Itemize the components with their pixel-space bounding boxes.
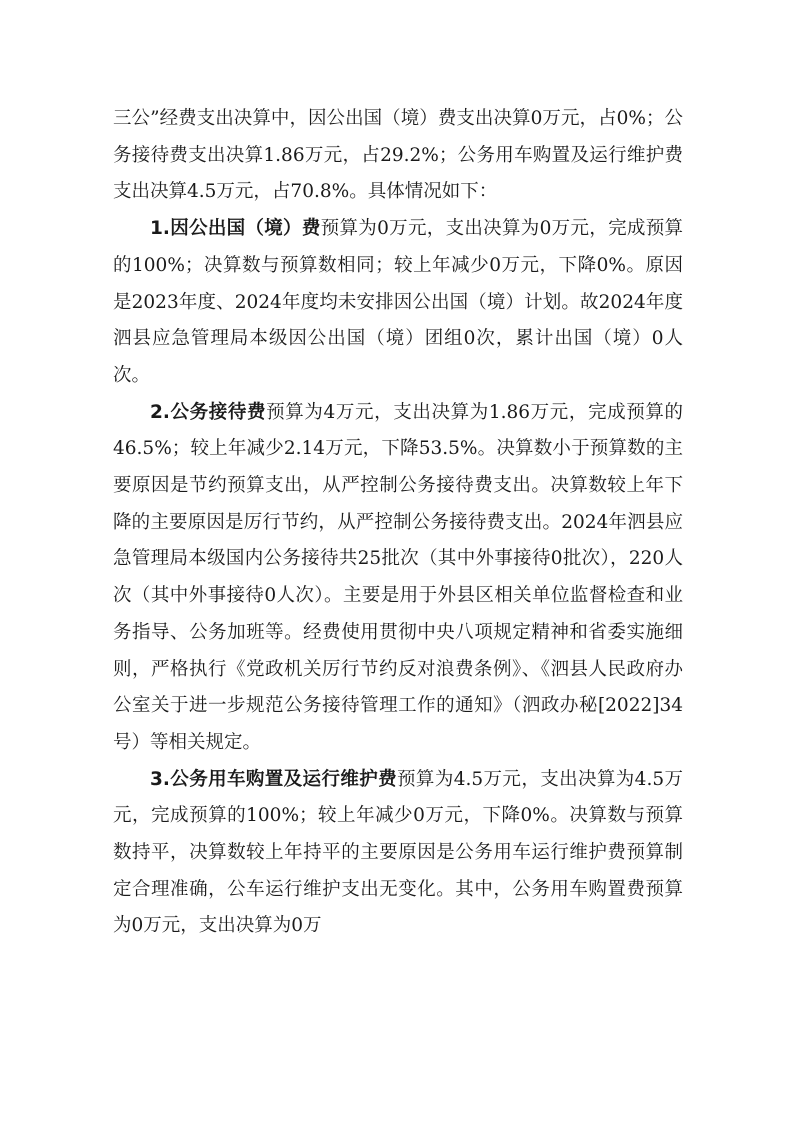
section-body: 预算为4.5万元，支出决算为4.5万元，完成预算的100%；较上年减少0万元，下降0%。决算数与预算数持平，决算数较上年持平的主要原因是公务用车运行维护费预算制定合理准确，公车运行维护支出无变化。其中，公务用车购置费预算为0万元，支出决算为0万 (113, 768, 683, 937)
intro-paragraph: 三公”经费支出决算中，因公出国（境）费支出决算0万元，占0%；公务接待费支出决算1.86万元，占29.2%；公务用车购置及运行维护费支出决算4.5万元，占70.8%。具体情况如下： (113, 108, 683, 203)
section-body: 预算为4万元，支出决算为1.86万元，完成预算的46.5%；较上年减少2.14万元，下降53.5%。决算数小于预算数的主要原因是节约预算支出，从严控制公务接待费支出。决算数较上年下降的主要原因是厉行节约，从严控制公务接待费支出。2024年泗县应急管理局本级国内公务接待共25批次（其中外事接待0批次），220人次（其中外事接待0人次）。主要是用于外县区相关单位监督检查和业务指导、公务加班等。经费使用贯彻中央八项规定精神和省委实施细则，严格执行《党政机关厉行节约反对浪费条例》、《泗县人民政府办公室关于进一步规范公务接待管理工作的通知》（泗政办秘[2022]34号）等相关规定。 (113, 401, 683, 753)
section-official-vehicles (113, 762, 683, 946)
section-body: 预算为0万元，支出决算为0万元，完成预算的100%；决算数与预算数相同；较上年减少0万元，下降0%。原因是2023年度、2024年度均未安排因公出国（境）计划。故2024年度泗县应急管理局本级因公出国（境）团组0次，累计出国（境）0人次。 (113, 218, 683, 386)
section-heading: 2.公务接待费 (150, 401, 267, 423)
section-official-reception (113, 395, 683, 762)
section-overseas-travel (113, 211, 683, 395)
document-body (113, 101, 683, 945)
section-heading: 1.因公出国（境）费 (150, 218, 321, 240)
section-heading: 3.公务用车购置及运行维护费 (150, 768, 398, 790)
